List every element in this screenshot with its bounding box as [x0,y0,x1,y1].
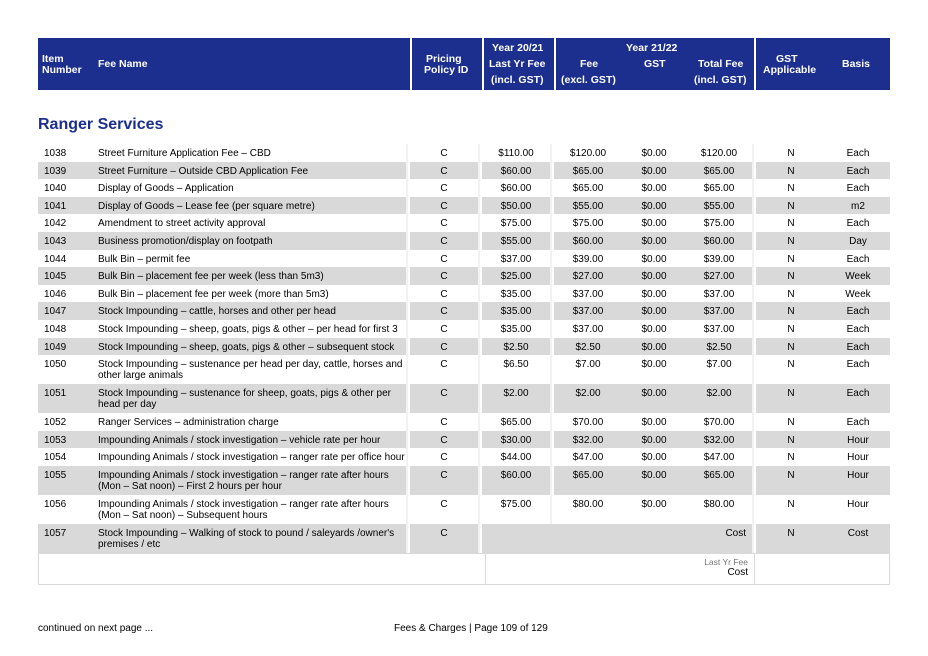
total-fee: $32.00 [686,431,754,449]
basis: Each [846,253,870,265]
last-yr-fee: $60.00 [482,162,552,180]
gst-amount: $0.00 [622,466,686,495]
fee-name [93,144,408,162]
fee-name-line: Bulk Bin – placement fee per week (less than 5m3) [98,271,324,283]
total-fee: $65.00 [686,466,754,495]
gst-applicable: N [787,452,795,464]
item-number: 1048 [44,323,67,335]
fee-excl-gst: $37.00 [554,302,622,320]
gst-amount: $0.00 [641,359,667,371]
basis: Each [846,323,870,335]
fee-name-line: (Mon – Sat noon) – Subsequent hours [98,509,268,521]
gst-amount: $0.00 [641,417,667,429]
header-year-cur-cell [556,38,754,90]
footnote-line-2: Cost [727,567,748,578]
last-yr-fee: $2.50 [482,338,552,356]
fee-name-line: Impounding Animals / stock investigation – ranger rate after hours [98,498,389,510]
item-number: 1038 [44,148,67,159]
header-last-yr-cell [484,38,554,90]
header-fee-2: (excl. GST) [561,74,616,86]
footnote-line-1: Last Yr Fee [704,557,748,567]
table-row [38,197,890,215]
table-row [38,232,890,250]
fee-name [93,338,408,356]
table-row [38,250,890,268]
total-fee: $37.00 [686,285,754,303]
table-row [38,162,890,180]
basis: Each [846,183,870,195]
total-fee: $47.00 [686,448,754,466]
last-yr-fee: $55.00 [482,232,552,250]
table-row [38,431,890,449]
gst-applicable: N [756,267,826,285]
gst-amount: $0.00 [641,148,667,159]
total-fee: $2.50 [686,338,754,356]
item-number: 1057 [38,524,93,553]
last-yr-fee: $65.00 [482,413,552,431]
cost-span: Cost [482,524,754,553]
header-gst-app-2: Applicable [763,64,817,76]
fee-name-line: premises / etc [98,538,161,550]
basis: Each [846,359,870,371]
fee-excl-gst: $2.00 [554,384,622,413]
item-number: 1041 [38,197,93,215]
last-yr-fee: $60.00 [482,179,552,197]
table-row [38,495,890,524]
gst-applicable: N [787,288,795,300]
item-number: 1051 [38,384,93,413]
fee-excl-gst: $70.00 [572,417,604,429]
table-row [38,267,890,285]
fee-name-line: Street Furniture Application Fee – CBD [98,148,271,159]
fee-name [93,431,408,449]
gst-applicable: N [787,498,795,510]
fee-excl-gst: $60.00 [554,232,622,250]
header-last-yr-2: (incl. GST) [491,74,544,86]
total-fee: $70.00 [686,413,754,431]
pricing-policy: C [410,162,480,180]
pricing-policy: C [410,214,480,232]
last-yr-fee: $50.00 [482,197,552,215]
fee-excl-gst: $27.00 [554,267,622,285]
last-yr-fee: $60.00 [482,466,552,495]
gst-amount: $0.00 [641,218,667,230]
fee-name-line: Impounding Animals / stock investigation – vehicle rate per hour [98,434,381,446]
gst-applicable: N [787,417,795,429]
fee-name-line: Impounding Animals / stock investigation – ranger rate after hours [98,469,389,481]
total-fee: $60.00 [686,232,754,250]
fee-name [93,214,408,232]
pricing-policy: C [410,413,480,431]
pricing-policy: C [410,197,480,215]
table-row [38,179,890,197]
gst-applicable: N [756,302,826,320]
item-number: 1039 [38,162,93,180]
item-number: 1050 [44,359,67,371]
last-yr-fee: $75.00 [482,214,552,232]
total-fee: $2.00 [686,384,754,413]
fee-excl-gst: $55.00 [554,197,622,215]
fee-name-line: Stock Impounding – sheep, goats, pigs & other – per head for first 3 [98,323,398,335]
pricing-policy: C [410,338,480,356]
total-fee: $65.00 [686,179,754,197]
pricing-policy: C [410,232,480,250]
header-fee-name: Fee Name [98,58,148,70]
basis: Each [846,417,870,429]
gst-amount: $0.00 [641,183,667,195]
total-fee: $37.00 [686,320,754,338]
gst-applicable: N [756,338,826,356]
fee-name [93,448,408,466]
fee-name [93,384,408,413]
item-number: 1055 [38,466,93,495]
table-row [38,338,890,356]
gst-applicable: N [787,148,795,159]
footnote-box [485,554,755,584]
header-pricing-1: Pricing [426,53,462,65]
header-fee-1: Fee [580,58,599,70]
fee-name-line: Stock Impounding – sheep, goats, pigs & other – subsequent stock [98,341,395,353]
total-fee: $80.00 [686,495,754,524]
last-yr-fee: $75.00 [482,495,552,524]
fee-excl-gst: $39.00 [572,253,604,265]
gst-applicable: N [756,197,826,215]
gst-amount: $0.00 [622,431,686,449]
gst-applicable: N [756,162,826,180]
fee-excl-gst: $7.00 [575,359,601,371]
last-yr-fee: $35.00 [482,302,552,320]
gst-applicable: N [787,323,795,335]
item-number: 1056 [44,498,67,510]
fee-name-line: Stock Impounding – Walking of stock to pound / saleyards /owner's [98,527,395,539]
total-fee: $37.00 [686,302,754,320]
total-fee: $75.00 [686,214,754,232]
fee-name-line: Bulk Bin – permit fee [98,253,191,265]
fee-name [93,197,408,215]
fee-name-line: Display of Goods – Application [98,183,234,195]
fee-name-line: Bulk Bin – placement fee per week (more than 5m3) [98,288,329,300]
item-number: 1054 [44,452,67,464]
basis: Each [846,218,870,230]
basis: Cost [826,524,890,553]
fee-name [93,267,408,285]
pricing-policy: C [410,448,480,466]
basis: Hour [847,498,869,510]
basis: Each [846,148,870,159]
fee-excl-gst: $37.00 [572,323,604,335]
item-number: 1045 [38,267,93,285]
table-row [38,524,890,553]
last-yr-fee: $110.00 [482,144,552,162]
fee-name [93,250,408,268]
fee-name [93,320,408,338]
gst-amount: $0.00 [622,384,686,413]
gst-amount: $0.00 [641,452,667,464]
header-total-2: (incl. GST) [694,74,747,86]
item-number: 1047 [38,302,93,320]
last-yr-fee: $25.00 [482,267,552,285]
fee-name [93,179,408,197]
total-fee: $39.00 [686,250,754,268]
table-row [38,214,890,232]
last-yr-fee: $35.00 [482,320,552,338]
table-header [38,38,890,90]
basis: Each [826,302,890,320]
table-row [38,320,890,338]
total-fee: $7.00 [686,355,754,384]
pricing-policy: C [410,320,480,338]
fee-name [93,524,408,553]
last-yr-fee: $37.00 [482,250,552,268]
fee-table-body [38,144,890,553]
gst-amount: $0.00 [622,162,686,180]
pricing-policy: C [410,144,480,162]
pricing-policy: C [410,250,480,268]
gst-applicable: N [787,218,795,230]
fee-name-line: (Mon – Sat noon) – First 2 hours per hour [98,480,282,492]
table-row [38,384,890,413]
fee-name-line: Business promotion/display on footpath [98,235,273,247]
header-total-1: Total Fee [698,58,744,70]
pricing-policy: C [410,524,480,553]
header-year-prev: Year 20/21 [492,42,544,54]
fee-excl-gst: $32.00 [554,431,622,449]
fee-excl-gst: $120.00 [569,148,607,159]
total-fee: $55.00 [686,197,754,215]
fee-name [93,162,408,180]
header-item-name-cell [38,38,410,90]
fee-name [93,232,408,250]
basis: Each [826,384,890,413]
item-number: 1044 [44,253,67,265]
gst-applicable: N [787,183,795,195]
fee-excl-gst: $65.00 [554,466,622,495]
total-fee: $120.00 [686,144,754,162]
table-row [38,413,890,431]
fee-name-line: Impounding Animals / stock investigation – ranger rate per office hour [98,452,405,464]
item-number: 1043 [38,232,93,250]
item-number: 1040 [44,183,67,195]
fee-name [93,495,408,524]
page-footer: Fees & Charges | Page 109 of 129 [394,623,548,634]
fee-excl-gst: $37.00 [572,288,604,300]
basis: m2 [826,197,890,215]
header-item-label-2: Number [42,64,82,76]
gst-amount: $0.00 [622,197,686,215]
item-number: 1052 [44,417,67,429]
pricing-policy: C [410,285,480,303]
item-number: 1049 [38,338,93,356]
header-year-cur: Year 21/22 [626,42,678,54]
item-number: 1053 [38,431,93,449]
gst-amount: $0.00 [622,232,686,250]
fee-name [93,413,408,431]
pricing-policy: C [410,302,480,320]
total-fee: $65.00 [686,162,754,180]
gst-amount: $0.00 [641,498,667,510]
fee-name-line: Amendment to street activity approval [98,218,266,230]
pricing-policy: C [410,466,480,495]
pricing-policy: C [410,431,480,449]
last-yr-fee: $44.00 [482,448,552,466]
header-pricing-cell [412,38,482,90]
basis: Each [826,338,890,356]
gst-amount: $0.00 [622,338,686,356]
header-last-yr-1: Last Yr Fee [489,58,546,70]
last-yr-fee: $30.00 [482,431,552,449]
fee-name-line: Ranger Services – administration charge [98,417,279,429]
fee-name [93,466,408,495]
fee-excl-gst: $2.50 [554,338,622,356]
last-yr-fee: $2.00 [482,384,552,413]
header-item-label-1: Item [42,53,64,65]
gst-applicable: N [787,359,795,371]
header-gst-app-1: GST [776,53,798,65]
table-row [38,144,890,162]
header-pricing-2: Policy ID [424,64,469,76]
fee-excl-gst: $65.00 [554,162,622,180]
item-number: 1046 [44,288,67,300]
last-yr-fee: $35.00 [482,285,552,303]
fee-name-line: Street Furniture – Outside CBD Application Fee [98,165,309,177]
pricing-policy: C [410,384,480,413]
fee-name-line: Display of Goods – Lease fee (per square metre) [98,200,315,212]
total-fee: $27.00 [686,267,754,285]
gst-applicable: N [787,253,795,265]
gst-applicable: N [756,524,826,553]
basis: Day [826,232,890,250]
basis: Hour [826,466,890,495]
last-yr-fee: $6.50 [482,355,552,384]
gst-amount: $0.00 [641,253,667,265]
fee-name [93,285,408,303]
fee-name-line: Stock Impounding – sustenance for sheep, goats, pigs & other per [98,388,391,400]
pricing-policy: C [410,495,480,524]
basis: Hour [847,452,869,464]
fee-name [93,355,408,384]
fee-excl-gst: $65.00 [572,183,604,195]
pricing-policy: C [410,267,480,285]
section-title: Ranger Services [38,116,164,133]
pricing-policy: C [410,179,480,197]
table-row [38,448,890,466]
gst-amount: $0.00 [641,323,667,335]
fee-excl-gst: $80.00 [572,498,604,510]
gst-amount: $0.00 [622,267,686,285]
gst-applicable: N [756,431,826,449]
fee-excl-gst: $75.00 [572,218,604,230]
header-gst-app-cell [756,38,890,90]
gst-applicable: N [756,384,826,413]
item-number: 1042 [44,218,67,230]
gst-amount: $0.00 [641,288,667,300]
continued-note: continued on next page ... [38,623,154,634]
gst-amount: $0.00 [622,302,686,320]
header-basis: Basis [842,58,871,70]
table-footnote [38,553,890,585]
fee-name-line: head per day [98,399,157,411]
header-gst: GST [644,58,666,70]
gst-applicable: N [756,232,826,250]
fee-name-line: Stock Impounding – cattle, horses and other per head [98,306,336,318]
table-row [38,302,890,320]
basis: Each [826,162,890,180]
fee-name-line: Stock Impounding – sustenance per head per day, cattle, horses and [98,359,403,371]
table-row [38,285,890,303]
basis: Week [826,267,890,285]
basis: Week [845,288,871,300]
gst-applicable: N [756,466,826,495]
pricing-policy: C [410,355,480,384]
fee-name-line: other large animals [98,370,184,382]
fee-excl-gst: $47.00 [572,452,604,464]
table-row [38,466,890,495]
fee-name [93,302,408,320]
table-row [38,355,890,384]
basis: Hour [826,431,890,449]
